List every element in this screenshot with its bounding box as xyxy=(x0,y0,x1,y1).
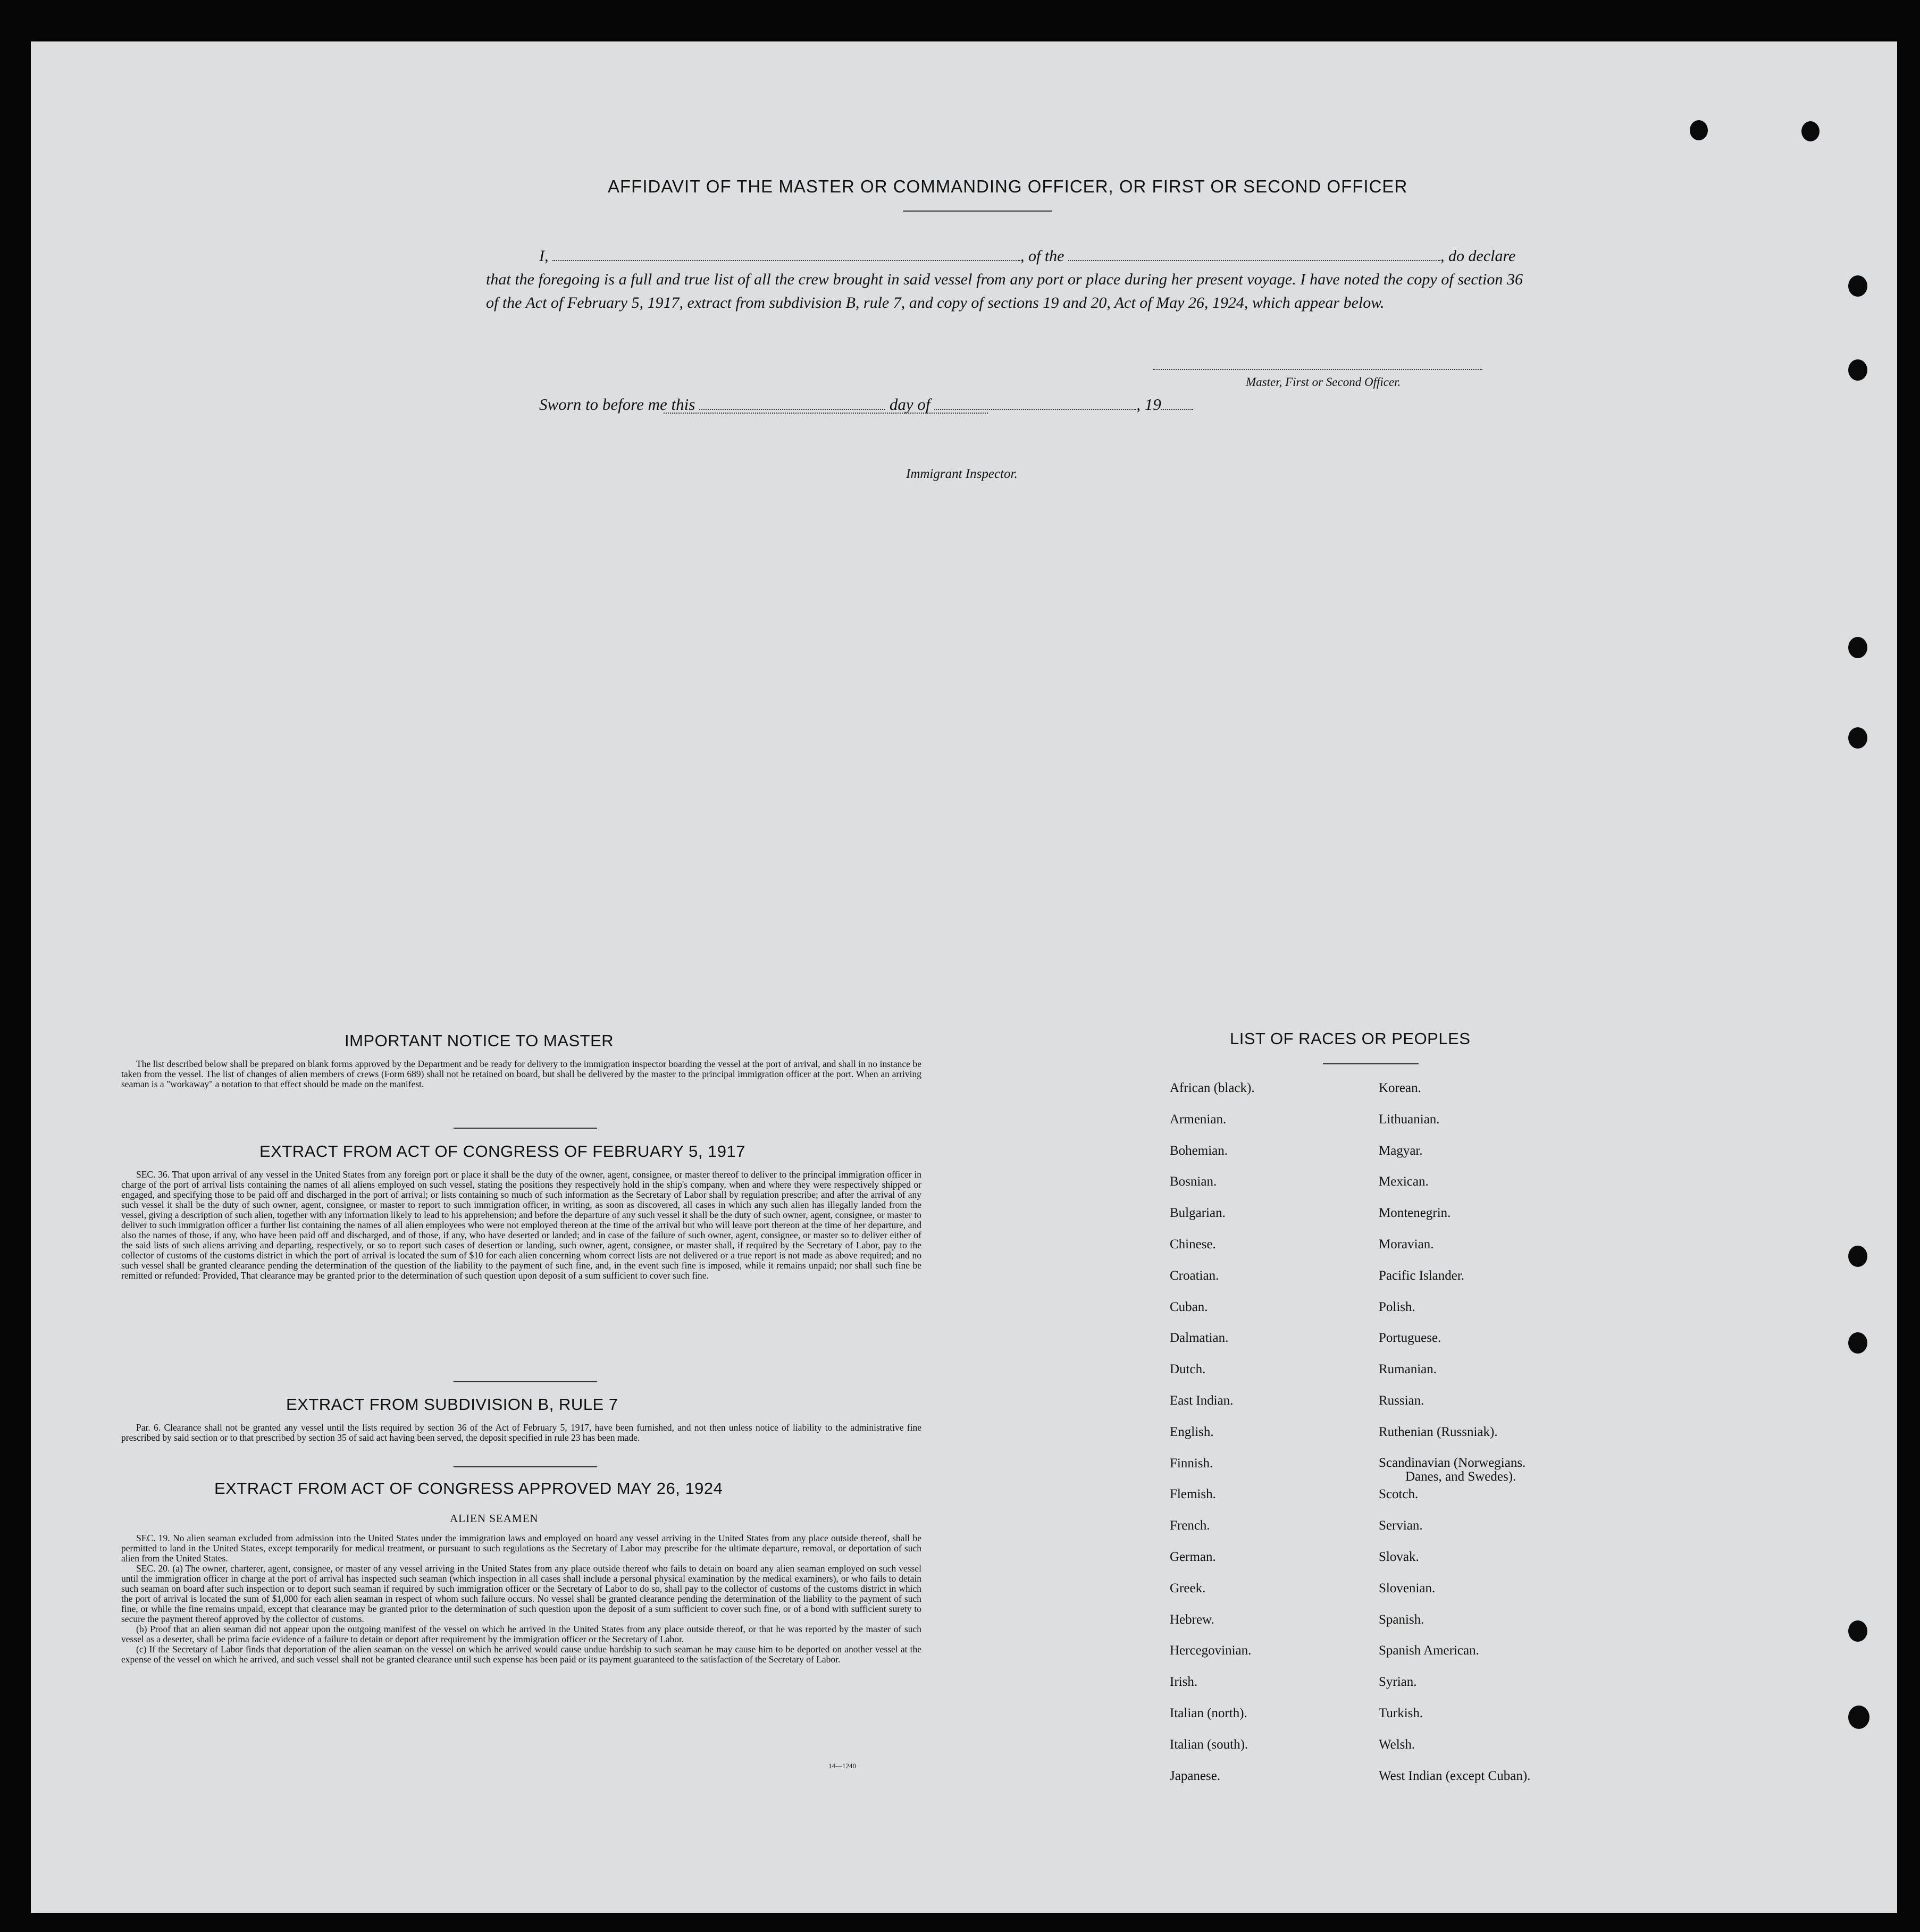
divider xyxy=(454,1381,597,1382)
punch-hole-icon xyxy=(1848,1246,1867,1267)
inspector-label: Immigrant Inspector. xyxy=(906,467,1018,481)
race-item: French. xyxy=(1170,1518,1210,1533)
extract-1924-sections xyxy=(121,1533,921,1665)
punch-hole-icon xyxy=(1848,1620,1867,1642)
affidavit-declaration-line xyxy=(486,245,1523,268)
affidavit-of-the: , of the xyxy=(1020,247,1064,265)
race-item: Scotch. xyxy=(1379,1487,1419,1502)
affidavit-body xyxy=(486,245,1523,315)
race-item: Hercegovinian. xyxy=(1170,1643,1252,1658)
punch-hole-icon xyxy=(1848,637,1867,658)
extract-1924-title: EXTRACT FROM ACT OF CONGRESS APPROVED MAY 26, 1924 xyxy=(214,1479,723,1498)
sec19-text: SEC. 19. No alien seaman excluded from admission into the United States under the immigration laws and employed on board any vessel arriving in the United States from any place outside thereof, shall be permitted to land in the United States, except temporarily for medical treatment, or pursuant to such regulations as the Secretary of Labor may prescribe for the ultimate departure, removal, or deportation of such alien from the United States. xyxy=(121,1533,921,1564)
race-item: Scandinavian (Norwegians. xyxy=(1379,1455,1526,1470)
race-item: Finnish. xyxy=(1170,1456,1213,1471)
punch-hole-icon xyxy=(1848,1706,1869,1729)
race-item: Mexican. xyxy=(1379,1174,1429,1189)
form-sheet xyxy=(31,41,1897,1913)
race-item: Italian (north). xyxy=(1170,1706,1247,1720)
race-item: Pacific Islander. xyxy=(1379,1268,1465,1283)
sec20a-text: SEC. 20. (a) The owner, charterer, agent, consignee, or master of any vessel arriving in the United States from any place outside thereof who fails to detain on board any alien seaman employed on such vessel until the immigration officer in charge at the port of arrival has inspected such seaman (which inspection in all cases shall include a personal physical examination by the medical examiners), or who fails to detain such seaman on board after such inspection or to deport such seaman if required by such immigration officer or the Secretary of Labor to do so, shall pay to the collector of customs of the customs district in which the port of arrival is located the sum of $1,000 for each alien seaman in respect of whom such failure occurs. No vessel shall be granted clearance pending the determination of the liability to the payment of such fine, or while the fine remains unpaid, except that clearance may be granted prior to the determination of such question upon the deposit of a sum sufficient to cover such fine, or of a bond with sufficient surety to secure the payment thereof approved by the collector of customs. xyxy=(121,1563,921,1624)
notice-title: IMPORTANT NOTICE TO MASTER xyxy=(345,1031,614,1050)
race-item: Turkish. xyxy=(1379,1706,1423,1720)
race-item: Slovenian. xyxy=(1379,1581,1436,1595)
race-item: English. xyxy=(1170,1424,1214,1439)
rule7-title: EXTRACT FROM SUBDIVISION B, RULE 7 xyxy=(286,1395,618,1414)
race-item: Montenegrin. xyxy=(1379,1206,1451,1221)
divider xyxy=(903,211,1052,212)
races-right-column xyxy=(1379,1081,1623,1800)
race-item: Italian (south). xyxy=(1170,1737,1248,1752)
race-item: Lithuanian. xyxy=(1379,1112,1440,1127)
affidavit-do-declare: , do declare xyxy=(1440,247,1516,265)
race-item: Russian. xyxy=(1379,1393,1424,1408)
race-item: East Indian. xyxy=(1170,1393,1234,1408)
race-item: Dutch. xyxy=(1170,1362,1206,1377)
extract-1917-text: SEC. 36. That upon arrival of any vessel in the United States from any foreign port or place it shall be the duty of the owner, agent, consignee, or master thereof to deliver to the principal immigration officer in charge of the port of arrival lists containing the names of all aliens employed on such vessel, stating the positions they respectively hold in the ship's company, when and where they were respectively shipped or engaged, and specifying those to be paid off and discharged in the port of arrival; or lists containing so much of such information as the Secretary of Labor shall by regulation prescribe; and after the arrival of any such vessel it shall be the duty of such owner, agent, consignee, or master to report to such immigration officer, in writing, as soon as discovered, all cases in which any such alien has illegally landed from the vessel, giving a description of such alien, together with any information likely to lead to his apprehension; and before the departure of any such vessel it shall be the duty of such owner, agent, consignee, or master to deliver to such immigration officer a further list containing the names of all alien employees who were not employed thereon at the time of the arrival but who will leave port thereon at the time of her departure, and also the names of those, if any, who have been paid off and discharged, and of those, if any, who have deserted or landed; and in case of the failure of such owner, agent, consignee, or master so to deliver either of the said lists of such aliens arriving and departing, respectively, or so to report such cases of desertion or landing, such owner, agent, consignee, or master shall, if required by the Secretary of Labor, pay to the collector of customs of the customs district in which the port of arrival is located the sum of $10 for each alien concerning whom correct lists are not delivered or a true report is not made as above required; and no such vessel shall be granted clearance pending the determination of the question of the liability to the payment of such fine, and, in the event such fine is imposed, while it remains unpaid; nor shall such fine be remitted or refunded: Provided, That clearance may be granted prior to the determination of such question upon deposit of a sum sufficient to cover such fine. xyxy=(121,1169,921,1281)
rule7-text: Par. 6. Clearance shall not be granted any vessel until the lists required by section 36 of the Act of February 5, 1917, have been furnished, and not then unless notice of liability to the administrative fine prescribed by said section or to that prescribed by section 35 of said act having been served, the deposit specified in rule 23 has been made. xyxy=(121,1422,921,1443)
punch-hole-icon xyxy=(1848,275,1867,297)
race-item: Bohemian. xyxy=(1170,1143,1228,1158)
punch-hole-icon xyxy=(1801,121,1820,141)
sworn-text: Sworn to before me this xyxy=(539,395,695,414)
divider xyxy=(454,1466,597,1467)
race-item: Moravian. xyxy=(1379,1237,1434,1251)
race-item: Flemish. xyxy=(1170,1487,1216,1502)
race-item: Bosnian. xyxy=(1170,1174,1217,1189)
extract-1917-title: EXTRACT FROM ACT OF CONGRESS OF FEBRUARY 5, 1917 xyxy=(259,1142,746,1161)
year-prefix: , 19 xyxy=(1136,395,1161,414)
race-item-scandinavian xyxy=(1379,1456,1623,1488)
race-item: African (black). xyxy=(1170,1081,1255,1095)
races-title: LIST OF RACES OR PEOPLES xyxy=(1230,1029,1471,1048)
race-item: Servian. xyxy=(1379,1518,1423,1533)
master-signature-label: Master, First or Second Officer. xyxy=(1246,375,1401,389)
race-item: German. xyxy=(1170,1549,1216,1564)
race-item: Ruthenian (Russniak). xyxy=(1379,1424,1498,1439)
divider xyxy=(454,1128,597,1129)
punch-hole-icon xyxy=(1848,727,1867,749)
race-item: Armenian. xyxy=(1170,1112,1227,1127)
master-name-field[interactable] xyxy=(552,248,1020,261)
sec20c-text: (c) If the Secretary of Labor finds that deportation of the alien seaman on the vessel on which he arrived would cause undue hardship to such seaman he may cause him to be deported on another vessel at the expense of the vessel on which he arrived, and such vessel shall not be granted clearance until such expense has been paid or its payment guaranteed to the satisfaction of the Secretary of Labor. xyxy=(121,1644,921,1665)
master-signature-line[interactable] xyxy=(1153,369,1482,370)
race-item: Magyar. xyxy=(1379,1143,1423,1158)
alien-seamen-subtitle: ALIEN SEAMEN xyxy=(450,1512,539,1525)
race-item: Japanese. xyxy=(1170,1768,1221,1783)
punch-hole-icon xyxy=(1848,1332,1867,1354)
race-item: Chinese. xyxy=(1170,1237,1216,1251)
sworn-day-field[interactable] xyxy=(699,397,885,410)
affidavit-text: that the foregoing is a full and true list of all the crew brought in said vessel from any port or place during her present voyage. I have noted the copy of section 36 of the Act of February 5, 1917, extract from subdivision B, rule 7, and copy of sections 19 and 20, Act of May 26, 1924, which appear below. xyxy=(486,271,1523,312)
race-item: Spanish. xyxy=(1379,1612,1424,1627)
race-item: Spanish American. xyxy=(1379,1643,1479,1658)
vessel-name-field[interactable] xyxy=(1068,248,1440,261)
race-item: Hebrew. xyxy=(1170,1612,1214,1627)
punch-hole-icon xyxy=(1848,359,1867,381)
sec20b-text: (b) Proof that an alien seaman did not appear upon the outgoing manifest of the vessel on which he arrived in the United States from any place outside thereof, or that he was reported by the master of such vessel as a deserter, shall be prima facie evidence of a failure to detain or deport after requirement by the immigration officer or the Secretary of Labor. xyxy=(121,1624,921,1644)
day-of-text: day of xyxy=(889,395,930,414)
race-item: Irish. xyxy=(1170,1675,1198,1690)
inspector-signature-line[interactable] xyxy=(664,413,988,414)
race-item: Polish. xyxy=(1379,1299,1415,1314)
races-left-column xyxy=(1170,1081,1329,1800)
race-item: Cuban. xyxy=(1170,1299,1208,1314)
sworn-month-field[interactable] xyxy=(934,397,1136,410)
divider xyxy=(1323,1063,1419,1064)
punch-hole-icon xyxy=(1690,120,1708,140)
race-item: Dalmatian. xyxy=(1170,1331,1229,1346)
affidavit-title: AFFIDAVIT OF THE MASTER OR COMMANDING OFFICER, OR FIRST OR SECOND OFFICER xyxy=(608,177,1408,196)
race-item: Portuguese. xyxy=(1379,1331,1441,1346)
race-item: West Indian (except Cuban). xyxy=(1379,1768,1531,1783)
race-item: Rumanian. xyxy=(1379,1362,1437,1377)
sworn-year-field[interactable] xyxy=(1161,397,1193,410)
sworn-line xyxy=(539,395,1193,414)
race-item: Bulgarian. xyxy=(1170,1206,1226,1221)
race-item: Korean. xyxy=(1379,1081,1421,1095)
race-item: Syrian. xyxy=(1379,1675,1417,1690)
race-item: Greek. xyxy=(1170,1581,1206,1595)
affidavit-i: I, xyxy=(539,247,549,265)
notice-text: The list described below shall be prepared on blank forms approved by the Department and be ready for delivery to the immigration inspector boarding the vessel at the port of arrival, and shall in no instance be taken from the vessel. The list of changes of alien members of crews (Form 689) shall not be retained on board, but shall be delivered by the master to the principal immigration officer at the port. When an arriving seaman is a "workaway" a notation to that effect should be made on the manifest. xyxy=(121,1059,921,1089)
race-item-continued: Danes, and Swedes). xyxy=(1405,1469,1516,1484)
race-item: Croatian. xyxy=(1170,1268,1219,1283)
race-item: Welsh. xyxy=(1379,1737,1415,1752)
race-item: Slovak. xyxy=(1379,1549,1419,1564)
form-number: 14—1240 xyxy=(828,1762,856,1770)
